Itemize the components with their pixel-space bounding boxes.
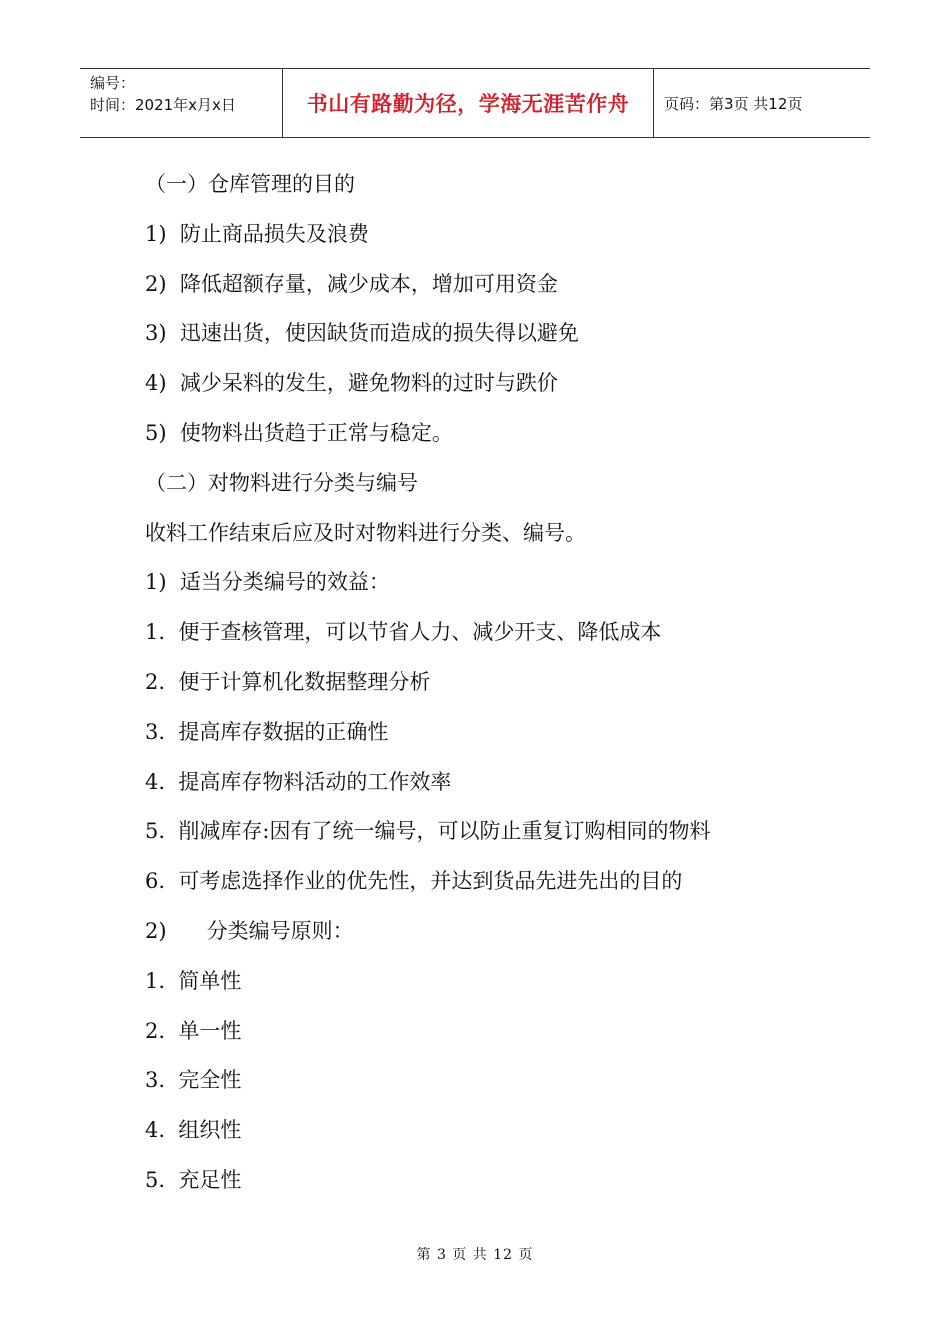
list-item: 2. 便于计算机化数据整理分析	[145, 669, 431, 694]
list-item: 1. 简单性	[145, 968, 242, 993]
list-item: 4) 减少呆料的发生，避免物料的过时与跌价	[145, 371, 558, 396]
list-item: 5. 削减库存:因有了统一编号，可以防止重复订购相同的物料	[145, 819, 711, 844]
section-heading: （二）对物料进行分类与编号	[145, 470, 418, 495]
list-item: 1) 适当分类编号的效益：	[145, 570, 390, 595]
list-item: 4. 组织性	[145, 1118, 242, 1143]
list-item: 1. 便于查核管理，可以节省人力、减少开支、降低成本	[145, 620, 662, 645]
list-item: 2. 单一性	[145, 1018, 242, 1043]
document-date: 时间：2021年x月x日	[90, 96, 236, 114]
list-item: 3) 迅速出货，使因缺货而造成的损失得以避免	[145, 321, 579, 346]
header-meta	[80, 69, 282, 137]
paragraph: 收料工作结束后应及时对物料进行分类、编号。	[145, 520, 586, 545]
list-item: 3. 完全性	[145, 1068, 242, 1093]
list-item: 3. 提高库存数据的正确性	[145, 719, 389, 744]
list-item: 2) 降低超额存量，减少成本，增加可用资金	[145, 271, 558, 296]
page-footer: 第 3 页 共 12 页	[416, 1247, 534, 1263]
list-item: 2) 分类编号原则：	[145, 918, 354, 943]
document-number-label: 编号：	[90, 74, 136, 92]
list-item: 5. 充足性	[145, 1167, 242, 1192]
document-body	[145, 165, 865, 1211]
list-item: 1) 防止商品损失及浪费	[145, 221, 369, 246]
page-header	[80, 68, 870, 138]
list-item: 5) 使物料出货趋于正常与稳定。	[145, 420, 453, 445]
section-heading: （一）仓库管理的目的	[145, 172, 355, 196]
list-item: 6. 可考虑选择作业的优先性，并达到货品先进先出的目的	[145, 869, 683, 894]
list-item: 4. 提高库存物料活动的工作效率	[145, 769, 452, 794]
header-page-info: 页码：第3页 共12页	[664, 94, 803, 113]
header-motto: 书山有路勤为径，学海无涯苦作舟	[282, 69, 654, 137]
